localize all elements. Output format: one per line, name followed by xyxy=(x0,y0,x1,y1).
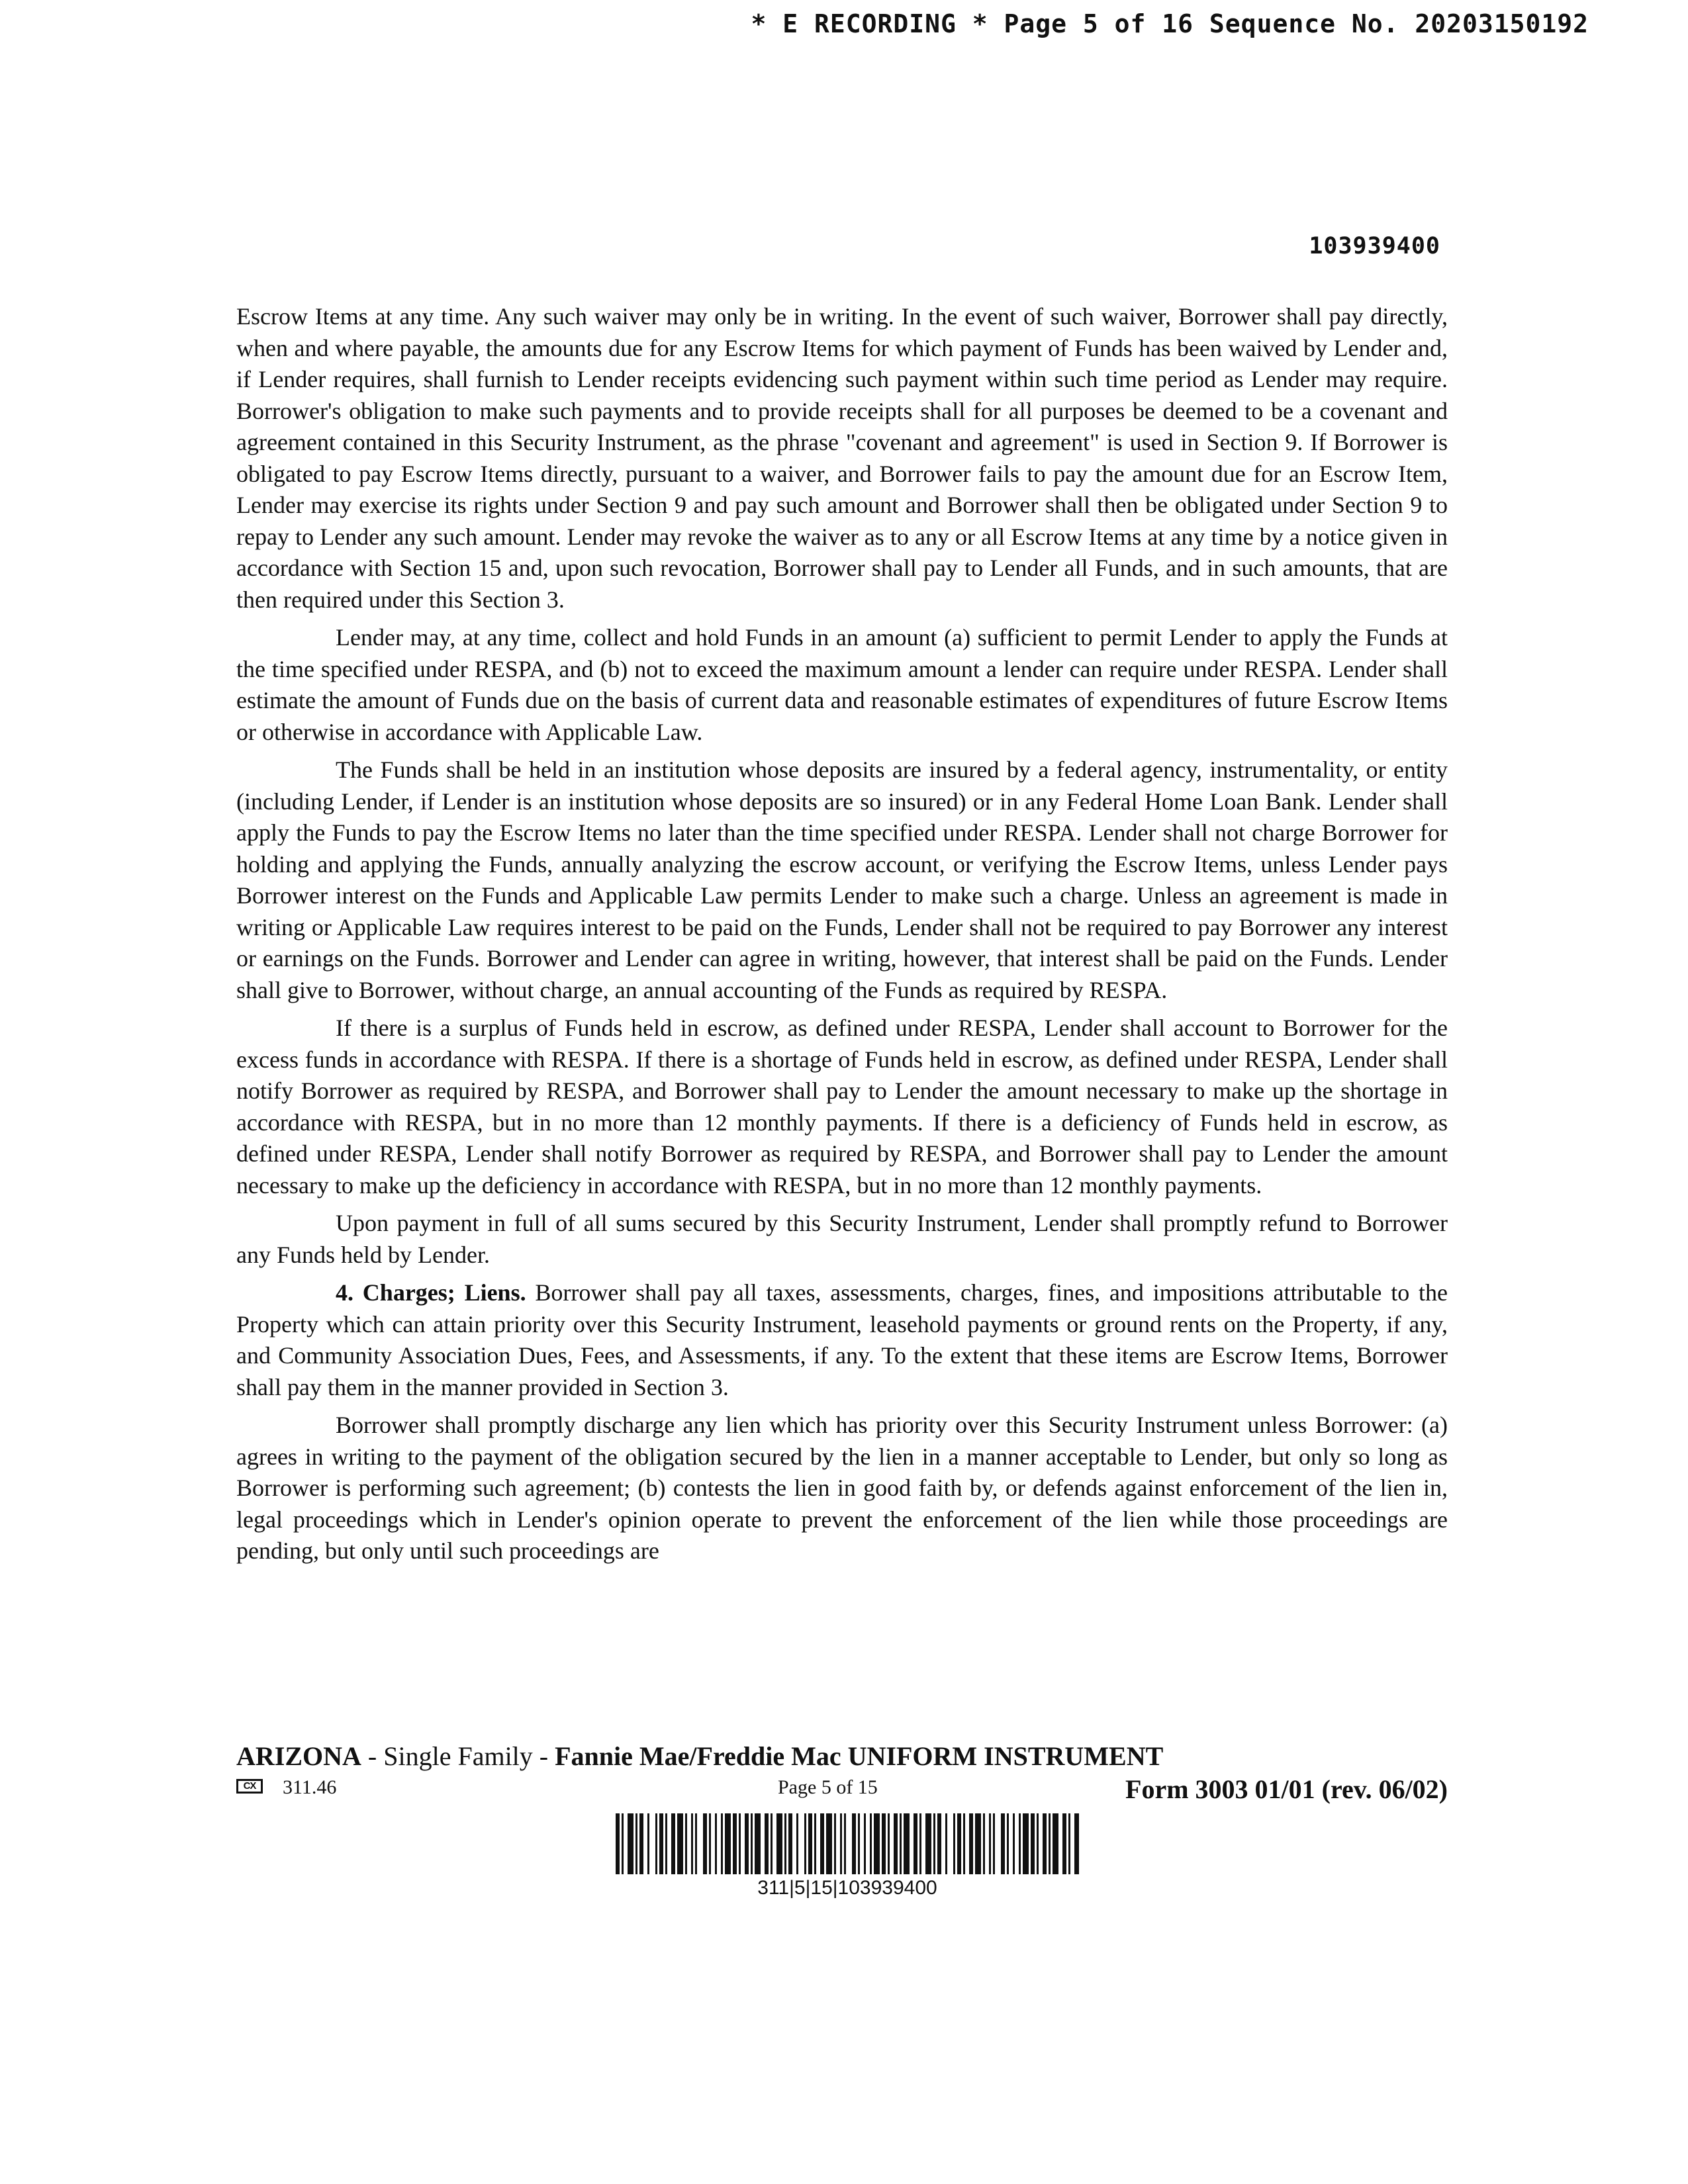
form-number: Form 3003 01/01 (rev. 06/02) xyxy=(1125,1774,1448,1804)
form-code: 311.46 xyxy=(283,1776,337,1798)
footer-separator: - Single Family - xyxy=(361,1741,555,1771)
paragraph-surplus-shortage: If there is a surplus of Funds held in escrow, as defined under RESPA, Lender shall account to Borrower for the excess funds in accordance with RESPA. If there is a shortage of Funds held in escrow, as defined under RESPA, Lender shall notify Borrower as required by RESPA, and Borrower shall pay to Lender the amount necessary to make up the shortage in accordance with RESPA, but in no more than 12 monthly payments. If there is a deficiency of Funds held in escrow, as defined under RESPA, Lender shall notify Borrower as required by RESPA, and Borrower shall pay to Lender the amount necessary to make up the deficiency in accordance with RESPA, but in no more than 12 monthly payments. xyxy=(236,1015,1448,1199)
footer-instrument: Fannie Mae/Freddie Mac UNIFORM INSTRUMENT xyxy=(555,1741,1164,1771)
footer-state: ARIZONA xyxy=(236,1741,361,1771)
paragraph-charges-liens-text: Borrower shall pay all taxes, assessments, charges, fines, and impositions attributable to the Property which can attain priority over this Security Instrument, leasehold payments or ground rents on the Property, if any, and Community Association Dues, Fees, and Assessments, if any. To the extent that these items are Escrow Items, Borrower shall pay them in the manner provided in Section 3. xyxy=(236,1279,1448,1400)
barcode-text: 311|5|15|103939400 xyxy=(757,1877,937,1899)
cx-logo: CX xyxy=(236,1779,263,1794)
barcode xyxy=(616,1813,1079,1874)
document-body xyxy=(236,301,1448,1574)
paragraph-collect-funds: Lender may, at any time, collect and hold Funds in an amount (a) sufficient to permit Lender to apply the Funds at the time specified under RESPA, and (b) not to exceed the maximum amount a lender can require under RESPA. Lender shall estimate the amount of Funds due on the basis of current data and reasonable estimates of expenditures of future Escrow Items or otherwise in accordance with Applicable Law. xyxy=(236,624,1448,745)
paragraph-escrow-waiver: Escrow Items at any time. Any such waiver may only be in writing. In the event of such waiver, Borrower shall pay directly, when and where payable, the amounts due for any Escrow Items for which payment of Funds has been waived by Lender and, if Lender requires, shall furnish to Lender receipts evidencing such payment within such time period as Lender may require. Borrower's obligation to make such payments and to provide receipts shall for all purposes be deemed to be a covenant and agreement contained in this Security Instrument, as the phrase "covenant and agreement" is used in Section 9. If Borrower is obligated to pay Escrow Items directly, pursuant to a waiver, and Borrower fails to pay the amount due for an Escrow Item, Lender may exercise its rights under Section 9 and pay such amount and Borrower shall then be obligated under Section 9 to repay to Lender any such amount. Lender may revoke the waiver as to any or all Escrow Items at any time by a notice given in accordance with Section 15 and, upon such revocation, Borrower shall pay to Lender all Funds, and in such amounts, that are then required under this Section 3. xyxy=(236,303,1448,613)
paragraph-refund: Upon payment in full of all sums secured by this Security Instrument, Lender shall promptly refund to Borrower any Funds held by Lender. xyxy=(236,1210,1448,1268)
paragraph-funds-held: The Funds shall be held in an institution whose deposits are insured by a federal agency, instrumentality, or entity (including Lender, if Lender is an institution whose deposits are so insured) or in any Federal Home Loan Bank. Lender shall apply the Funds to pay the Escrow Items no later than the time specified under RESPA. Lender shall not charge Borrower for holding and applying the Funds, annually analyzing the escrow account, or verifying the Escrow Items, unless Lender pays Borrower interest on the Funds and Applicable Law permits Lender to make such a charge. Unless an agreement is made in writing or Applicable Law requires interest to be paid on the Funds, Lender shall not be required to pay Borrower any interest or earnings on the Funds. Borrower and Lender can agree in writing, however, that interest shall be paid on the Funds. Lender shall give to Borrower, without charge, an annual accounting of the Funds as required by RESPA. xyxy=(236,756,1448,1003)
section-heading-charges-liens: 4. Charges; Liens. xyxy=(336,1279,526,1306)
footer-title xyxy=(236,1741,1163,1772)
footer-row xyxy=(236,1774,1448,1807)
page-number: Page 5 of 15 xyxy=(778,1776,878,1798)
paragraph-discharge-lien: Borrower shall promptly discharge any lien which has priority over this Security Instrument unless Borrower: (a) agrees in writing to the payment of the obligation secured by the lien in a manner acceptable to Lender, but only so long as Borrower is performing such agreement; (b) contests the lien in good faith by, or defends against enforcement of the lien in, legal proceedings which in Lender's opinion operate to prevent the enforcement of the lien while those proceedings are pending, but only until such proceedings are xyxy=(236,1412,1448,1564)
recording-header: * E RECORDING * Page 5 of 16 Sequence No. 20203150192 xyxy=(751,9,1589,38)
loan-number: 103939400 xyxy=(1309,233,1440,259)
paragraph-charges-liens xyxy=(236,1277,1448,1403)
